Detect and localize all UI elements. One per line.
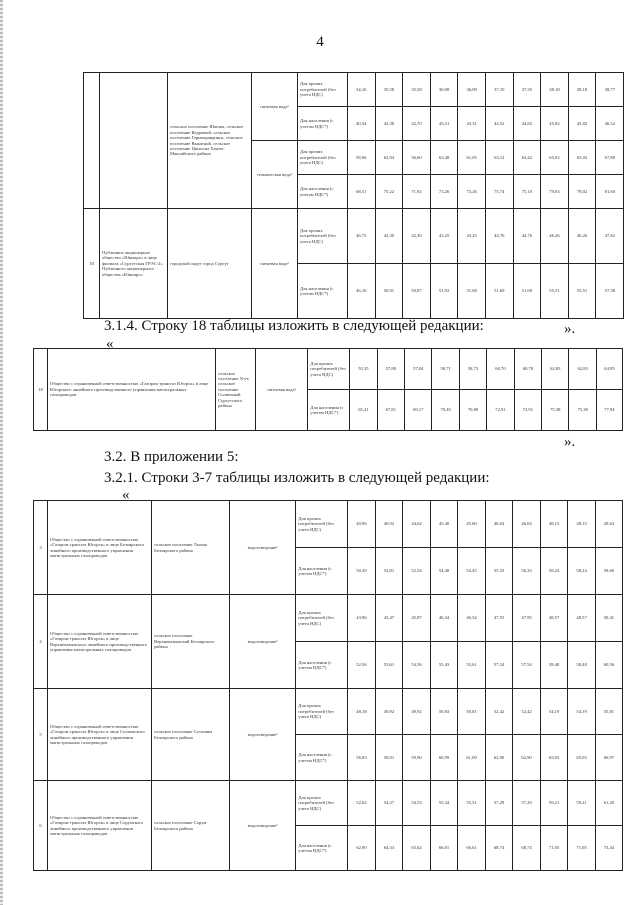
tariff-value: 59,21 [568, 781, 596, 826]
tariff-value: 45,82 [541, 107, 569, 141]
tariff-value: 51,68 [458, 264, 486, 319]
tariff-value: 60,99 [430, 735, 458, 781]
tariff-value: 50,87 [403, 264, 431, 319]
tariff-value: 63,48 [430, 141, 458, 175]
consumer-category: Для населения (с учетом НДС*) [298, 175, 348, 209]
closing-quote: ». [564, 434, 576, 450]
resource-type: питьевая вода¹ [252, 209, 298, 319]
tariff-value: 67,80 [596, 141, 624, 175]
tariff-value: 48,57 [540, 595, 568, 642]
tariff-value: 56,83 [348, 735, 376, 781]
territory-name: сельское поселение Сосновка Белоярского района [152, 689, 230, 781]
tariff-value: 57,04 [405, 349, 432, 390]
tariff-value: 65,62 [403, 826, 431, 871]
tariff-value: 69,17 [405, 390, 432, 431]
tariff-value: 55,51 [568, 264, 596, 319]
tariff-value: 35,58 [375, 73, 403, 107]
tariff-value: 58,73 [459, 349, 486, 390]
territory-name: сельское поселение Шапша, сельское поселение Кедровый, сельское поселение Горноправдинск, сельское поселение Выкатной, сельское поселение Цингалы Ханты-Мансийского района [168, 73, 252, 209]
tariff-value: 45,87 [403, 595, 431, 642]
consumer-category: Для населения (с учетом НДС*) [298, 107, 348, 141]
tariff-value: 42,38 [375, 107, 403, 141]
tariff-value: 46,34 [458, 595, 486, 642]
tariff-value: 56,33 [513, 548, 541, 595]
tariff-value: 58,24 [568, 548, 596, 595]
tariff-value: 50,01 [375, 264, 403, 319]
consumer-category: Для прочих потребителей (без учета НДС) [296, 689, 348, 735]
tariff-value: 56,60 [403, 141, 431, 175]
tariff-value: 63,12 [485, 141, 513, 175]
tariff-table-continued [83, 72, 624, 319]
consumer-category: Для населения (с учетом НДС*) [296, 735, 348, 781]
row-number [84, 73, 100, 209]
tariff-value: 54,19 [568, 689, 596, 735]
tariff-value: 60,78 [514, 349, 541, 390]
tariff-value: 51,92 [430, 264, 458, 319]
tariff-value: 63,42 [513, 141, 541, 175]
tariff-value: 62,90 [348, 826, 376, 871]
tariff-value: 58,71 [432, 349, 459, 390]
tariff-value: 45,40 [430, 501, 458, 548]
tariff-value: 52,54 [403, 548, 431, 595]
tariff-value: 52,42 [513, 689, 541, 735]
tariff-value: 53,61 [375, 642, 403, 689]
tariff-value: 75,74 [485, 175, 513, 209]
tariff-value: 46,26 [541, 209, 569, 264]
tariff-value: 75,10 [513, 175, 541, 209]
tariff-value: 54,45 [458, 548, 486, 595]
row-number: 4 [34, 595, 48, 689]
tariff-value: 38,77 [596, 73, 624, 107]
tariff-value: 62,94 [375, 141, 403, 175]
tariff-value: 70,45 [432, 390, 459, 431]
resource-type: водоотведение¹ [230, 781, 296, 871]
tariff-table-rows-3-7 [33, 500, 623, 871]
tariff-value: 43,25 [458, 209, 486, 264]
table-row [84, 73, 624, 107]
tariff-value: 73,26 [458, 175, 486, 209]
tariff-value: 46,34 [430, 595, 458, 642]
tariff-value: 36,08 [430, 73, 458, 107]
territory-name: сельское поселение Угут, сельское поселение Солнечный Сургутского района [216, 349, 256, 431]
tariff-value: 65,02 [568, 141, 596, 175]
tariff-value: 58,24 [540, 548, 568, 595]
tariff-value: 65,03 [568, 735, 596, 781]
tariff-value: 73,44 [595, 826, 622, 871]
tariff-value: 54,48 [430, 548, 458, 595]
consumer-category: Для населения (с учетом НДС*) [296, 548, 348, 595]
tariff-value: 49,92 [403, 689, 431, 735]
tariff-value: 64,33 [375, 826, 403, 871]
tariff-value: 59,60 [595, 548, 622, 595]
tariff-value: 57,34 [485, 642, 513, 689]
consumer-category: Для населения (с учетом НДС*) [296, 826, 348, 871]
resource-type: водоотведение¹ [230, 595, 296, 689]
tariff-value: 52,42 [485, 689, 513, 735]
table-row [34, 501, 623, 548]
tariff-value: 51,69 [485, 264, 513, 319]
tariff-value: 73,26 [430, 175, 458, 209]
row-number: 6 [34, 781, 48, 871]
tariff-value: 48,15 [540, 501, 568, 548]
tariff-value: 44,52 [485, 107, 513, 141]
table-row [84, 209, 624, 264]
tariff-value: 49,63 [595, 501, 622, 548]
organization-name [100, 73, 168, 209]
tariff-value: 65,02 [541, 141, 569, 175]
amendment-heading-3-2-1: 3.2.1. Строки 3-7 таблицы изложить в следующей редакции: [104, 470, 490, 486]
tariff-value: 46,26 [568, 209, 596, 264]
tariff-value: 66,61 [458, 826, 486, 871]
consumer-category: Для населения (с учетом НДС*) [298, 264, 348, 319]
tariff-value: 60,70 [487, 349, 514, 390]
consumer-category: Для прочих потребителей (без учета НДС) [298, 209, 348, 264]
tariff-value: 57,29 [485, 781, 513, 826]
organization-name: Общество с ограниченной ответственностью «Газпром трансгаз Югорск» в лице Белоярского линейного производственного управления магистральных газопроводов [48, 501, 152, 595]
amendment-heading-3-1-4: 3.1.4. Строку 18 таблицы изложить в следующей редакции: [104, 318, 484, 334]
tariff-value: 51,69 [513, 264, 541, 319]
tariff-value: 52,81 [375, 548, 403, 595]
tariff-value: 54,53 [403, 781, 431, 826]
tariff-value: 46,04 [485, 501, 513, 548]
tariff-value: 50,49 [348, 548, 376, 595]
tariff-value: 54,37 [375, 781, 403, 826]
organization-name: Публичное акционерное общество «Юнипро» в лице филиала «Сургутская ГРЭС-2» Публичного акционерного общества «Юнипро» [100, 209, 168, 319]
tariff-value: 62,83 [569, 349, 596, 390]
tariff-value: 57,54 [513, 642, 541, 689]
opening-quote: « [106, 336, 114, 352]
tariff-value: 71,92 [403, 175, 431, 209]
tariff-value: 44,76 [485, 209, 513, 264]
resource-type: питьевая вода¹ [256, 349, 308, 431]
amendment-heading-3-2: 3.2. В приложении 5: [104, 449, 239, 465]
consumer-category: Для прочих потребителей (без учета НДС) [296, 781, 348, 826]
tariff-value: 40,92 [375, 501, 403, 548]
table-row [34, 349, 623, 390]
page-number: 4 [316, 34, 324, 50]
tariff-value: 77,94 [596, 390, 622, 431]
tariff-value: 40,96 [348, 501, 376, 548]
organization-name: Общество с ограниченной ответственностью «Газпром трансгаз Югорск» в лице Верхнеказымского линейного производственного управления магистральных газопроводов [48, 595, 152, 689]
tariff-value: 57,80 [377, 349, 404, 390]
tariff-value: 71,05 [568, 826, 596, 871]
territory-name: сельское поселение Верхнеказымский Белоярского района [152, 595, 230, 689]
organization-name: Общество с ограниченной ответственностью «Газпром трансгаз Югорск» в лице Югорского линейного производственного управления магистральных газопроводов [48, 349, 216, 431]
tariff-value: 35,58 [403, 73, 431, 107]
table-row [34, 595, 623, 642]
tariff-value: 54,56 [403, 642, 431, 689]
tariff-value: 36,09 [458, 73, 486, 107]
tariff-value: 47,55 [485, 595, 513, 642]
consumer-category: Для населения (с учетом НДС*) [296, 642, 348, 689]
territory-name: городской округ город Сургут [168, 209, 252, 319]
tariff-value: 68,74 [513, 826, 541, 871]
tariff-value: 44,82 [513, 107, 541, 141]
tariff-value: 43,31 [458, 107, 486, 141]
tariff-value: 65,03 [540, 735, 568, 781]
tariff-value: 55,34 [430, 781, 458, 826]
tariff-value: 44,62 [403, 501, 431, 548]
tariff-value: 43,31 [430, 107, 458, 141]
tariff-value: 58,48 [568, 642, 596, 689]
tariff-value: 75,38 [569, 390, 596, 431]
tariff-value: 40,54 [348, 107, 376, 141]
tariff-value: 55,61 [458, 642, 486, 689]
tariff-value: 48,57 [568, 595, 596, 642]
tariff-value: 34,16 [348, 73, 376, 107]
consumer-category: Для прочих потребителей (без учета НДС) [296, 501, 348, 548]
tariff-value: 75,22 [375, 175, 403, 209]
tariff-value: 70,80 [459, 390, 486, 431]
tariff-value: 78,02 [568, 175, 596, 209]
organization-name: Общество с ограниченной ответственностью «Газпром трансгаз Югорск» в лице Сосновского линейного производственного управления магистральных газопроводов [48, 689, 152, 781]
tariff-value: 50,41 [595, 595, 622, 642]
tariff-value: 37,35 [513, 73, 541, 107]
tariff-value: 37,10 [485, 73, 513, 107]
tariff-value: 55,35 [350, 349, 377, 390]
tariff-value: 46,04 [513, 501, 541, 548]
territory-name: сельское поселение Лыхма Белоярского района [152, 501, 230, 595]
tariff-value: 45,82 [568, 107, 596, 141]
tariff-table-row-18 [33, 348, 623, 431]
consumer-category: Для населения (с учетом НДС*) [308, 390, 350, 431]
consumer-category: Для прочих потребителей (без учета НДС) [298, 141, 348, 175]
tariff-value: 42,30 [375, 209, 403, 264]
tariff-value: 64,95 [596, 349, 622, 390]
tariff-value: 55,43 [430, 642, 458, 689]
resource-type: питьевая вода¹ [252, 73, 298, 141]
tariff-value: 62,83 [542, 349, 569, 390]
tariff-value: 61,09 [458, 735, 486, 781]
consumer-category: Для прочих потребителей (без учета НДС) [308, 349, 350, 390]
tariff-value: 62,90 [513, 735, 541, 781]
tariff-value: 66,01 [430, 826, 458, 871]
row-number: 5 [34, 689, 48, 781]
resource-type: техническая вода¹ [252, 141, 298, 209]
tariff-value: 59,21 [540, 781, 568, 826]
tariff-value: 38,18 [541, 73, 569, 107]
row-number: 18 [84, 209, 100, 319]
scan-edge [0, 0, 3, 905]
tariff-value: 58,06 [348, 141, 376, 175]
tariff-value: 45,47 [375, 595, 403, 642]
tariff-value: 55,51 [458, 781, 486, 826]
row-number: 3 [34, 501, 48, 595]
territory-name: сельское поселение Сорум Белоярского района [152, 781, 230, 871]
tariff-value: 45,60 [458, 501, 486, 548]
tariff-value: 48,18 [348, 689, 376, 735]
tariff-value: 68,51 [348, 175, 376, 209]
resource-type: водоотведение¹ [230, 689, 296, 781]
tariff-value: 55,81 [595, 689, 622, 735]
resource-type: водоотведение¹ [230, 501, 296, 595]
tariff-value: 52,62 [348, 781, 376, 826]
tariff-value: 67,81 [377, 390, 404, 431]
tariff-value: 58,48 [540, 642, 568, 689]
tariff-value: 55,33 [485, 548, 513, 595]
tariff-value: 61,05 [458, 141, 486, 175]
opening-quote: « [122, 487, 130, 503]
tariff-value: 60,56 [595, 642, 622, 689]
consumer-category: Для прочих потребителей (без учета НДС) [298, 73, 348, 107]
tariff-value: 47,82 [596, 209, 624, 264]
tariff-value: 72,91 [514, 390, 541, 431]
table-row [34, 689, 623, 735]
tariff-value: 59,90 [403, 735, 431, 781]
tariff-value: 47,95 [513, 595, 541, 642]
tariff-value: 48,15 [568, 501, 596, 548]
tariff-value: 57,38 [596, 264, 624, 319]
tariff-value: 46,10 [348, 264, 376, 319]
tariff-value: 75,38 [542, 390, 569, 431]
tariff-value: 54,19 [540, 689, 568, 735]
tariff-value: 42,70 [403, 107, 431, 141]
tariff-value: 61,20 [595, 781, 622, 826]
tariff-value: 57,29 [513, 781, 541, 826]
tariff-value: 66,97 [595, 735, 622, 781]
consumer-category: Для прочих потребителей (без учета НДС) [296, 595, 348, 642]
tariff-value: 62,90 [485, 735, 513, 781]
tariff-value: 43,96 [348, 595, 376, 642]
tariff-value: 52,56 [348, 642, 376, 689]
row-number: 18 [34, 349, 48, 431]
tariff-value: 49,92 [375, 689, 403, 735]
tariff-value: 55,51 [541, 264, 569, 319]
tariff-value: 46,52 [596, 107, 624, 141]
tariff-value: 71,05 [540, 826, 568, 871]
tariff-value: 46,75 [348, 209, 376, 264]
tariff-value: 44,76 [513, 209, 541, 264]
tariff-value: 50,83 [430, 689, 458, 735]
tariff-value: 50,81 [458, 689, 486, 735]
tariff-value: 79,03 [541, 175, 569, 209]
organization-name: Общество с ограниченной ответственностью «Газпром трансгаз Югорск» в лице Сорумского линейного производственного управления магистральных газопроводов [48, 781, 152, 871]
closing-quote: ». [564, 321, 576, 337]
tariff-value: 43,25 [430, 209, 458, 264]
tariff-value: 38,18 [568, 73, 596, 107]
tariff-value: 68,74 [485, 826, 513, 871]
tariff-value: 65,41 [350, 390, 377, 431]
tariff-value: 42,30 [403, 209, 431, 264]
tariff-value: 81,60 [596, 175, 624, 209]
tariff-value: 58,91 [375, 735, 403, 781]
tariff-value: 72,91 [487, 390, 514, 431]
table-row [34, 781, 623, 826]
